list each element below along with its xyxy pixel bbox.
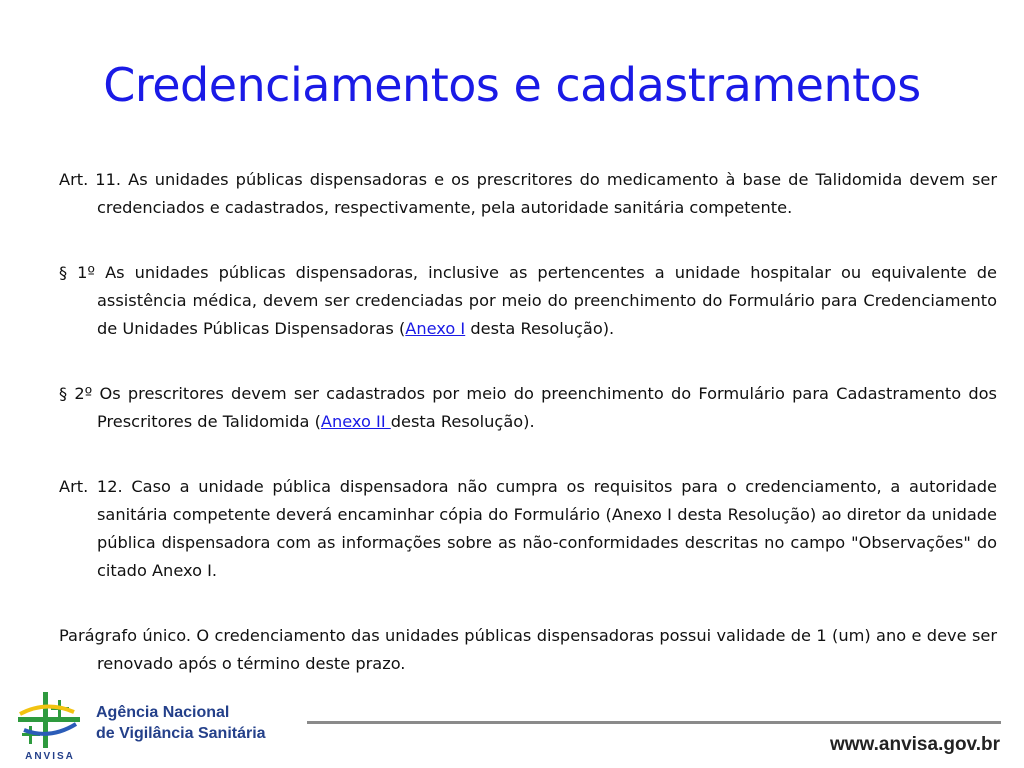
paragraph-text: § 1º As unidades públicas dispensadoras, inclusive as pertencentes a unidade hospitalar ou equivalente de assistência médica, devem ser credenciadas por meio do preenchimento do Formulário para Credenciamento de Unidades Públicas Dispensadoras ( — [59, 263, 997, 338]
slide-body — [59, 166, 997, 715]
footer-url: www.anvisa.gov.br — [830, 734, 1000, 755]
anexo-i-link[interactable]: Anexo I — [405, 319, 466, 338]
slide-title: Credenciamentos e cadastramentos — [103, 58, 921, 112]
paragraph-section-1 — [59, 259, 997, 343]
paragraph-text: desta Resolução). — [390, 412, 535, 431]
paragraph-section-2 — [59, 380, 997, 436]
logo-text: ANVISA — [25, 751, 75, 762]
paragraph-text: § 2º Os prescritores devem ser cadastrados por meio do preenchimento do Formulário para Cadastramento dos Prescritores de Talidomida ( — [59, 384, 997, 431]
paragraph-text: Art. 11. As unidades públicas dispensadoras e os prescritores do medicamento à base de Talidomida devem ser credenciados e cadastrados, respectivamente, pela autoridade sanitária competente. — [59, 170, 997, 217]
paragraph-unico — [59, 622, 997, 678]
paragraph-text: Art. 12. Caso a unidade pública dispensadora não cumpra os requisitos para o credenciamento, a autoridade sanitária competente deverá encaminhar cópia do Formulário (Anexo I desta Resolução) ao diretor da unidade pública dispensadora com as informações sobre as não-conformidades descritas no campo "Observações" do citado Anexo I. — [59, 477, 997, 580]
anvisa-logo-icon — [14, 690, 86, 762]
footer-divider — [307, 721, 1001, 724]
footer — [0, 684, 1024, 768]
agency-line-1: Agência Nacional — [96, 704, 230, 721]
paragraph-text: desta Resolução). — [465, 319, 615, 338]
paragraph-text: Parágrafo único. O credenciamento das unidades públicas dispensadoras possui validade de 1 (um) ano e deve ser renovado após o término deste prazo. — [59, 626, 997, 673]
paragraph-art-12 — [59, 473, 997, 585]
paragraph-art-11 — [59, 166, 997, 222]
agency-name — [96, 702, 266, 744]
agency-line-2: de Vigilância Sanitária — [96, 725, 266, 742]
anexo-ii-link[interactable]: Anexo II — [320, 412, 391, 431]
